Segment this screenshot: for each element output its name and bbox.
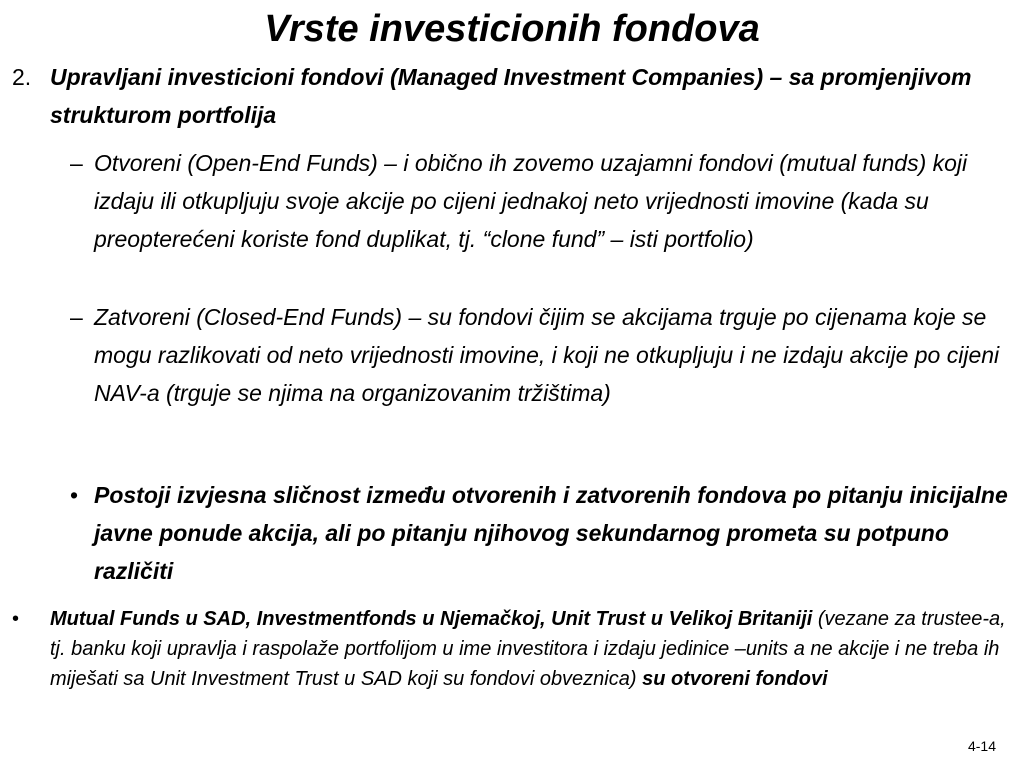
bullet-similarity <box>70 476 1020 590</box>
dash-marker: – <box>70 304 83 330</box>
bullet-bold-lead: Mutual Funds u SAD, Investmentfonds u Njemačkoj, Unit Trust u Velikoj Britaniji <box>50 608 813 630</box>
bullet-marker: • <box>70 482 79 508</box>
numbered-item-text: Upravljani investicioni fondovi (Managed Investment Companies) – sa promjenjivom strukturom portfolija <box>50 64 972 128</box>
dash-marker: – <box>70 150 83 176</box>
bullet-text <box>50 604 1012 694</box>
bullet-middle-text: (vezane za trustee-a, tj. banku koji upravlja i raspolaže portfolijom u ime investitora i izdaju jedinice –units a ne akcije i ne treba ih miješati sa Unit Investment Trust u SAD koji su fondovi obveznica) <box>50 608 1006 690</box>
bullet-bold-tail: su otvoreni fondovi <box>642 668 828 690</box>
slide-title: Vrste investicionih fondova <box>264 8 760 50</box>
sub-item-text: Otvoreni (Open-End Funds) – i obično ih zovemo uzajamni fondovi (mutual funds) koji izdaju ili otkupljuju svoje akcije po cijeni jednakoj neto vrijednosti imovine (kada su preopterećeni koriste fond duplikat, tj. “clone fund” – isti portfolio) <box>94 150 968 252</box>
bullet-text: Postoji izvjesna sličnost između otvorenih i zatvorenih fondova po pitanju inicijalne javne ponude akcija, ali po pitanju njihovog sekundarnog prometa su potpuno različiti <box>94 482 1008 584</box>
sub-item-text: Zatvoreni (Closed-End Funds) – su fondovi čijim se akcijama trguje po cijenama koje se mogu razlikovati od neto vrijednosti imovine, i koji ne otkupljuju i ne izdaju akcije po cijeni NAV-a (trguje se njima na organizovanim tržištima) <box>94 304 1000 406</box>
numbered-item-2 <box>12 58 1012 134</box>
page-number: 4-14 <box>967 738 996 754</box>
sub-item-closed-end <box>70 298 1020 412</box>
sub-item-open-end <box>70 144 1020 258</box>
item-number: 2. <box>12 64 32 90</box>
bullet-mutual-funds <box>12 604 1012 694</box>
bullet-marker: • <box>12 608 20 630</box>
